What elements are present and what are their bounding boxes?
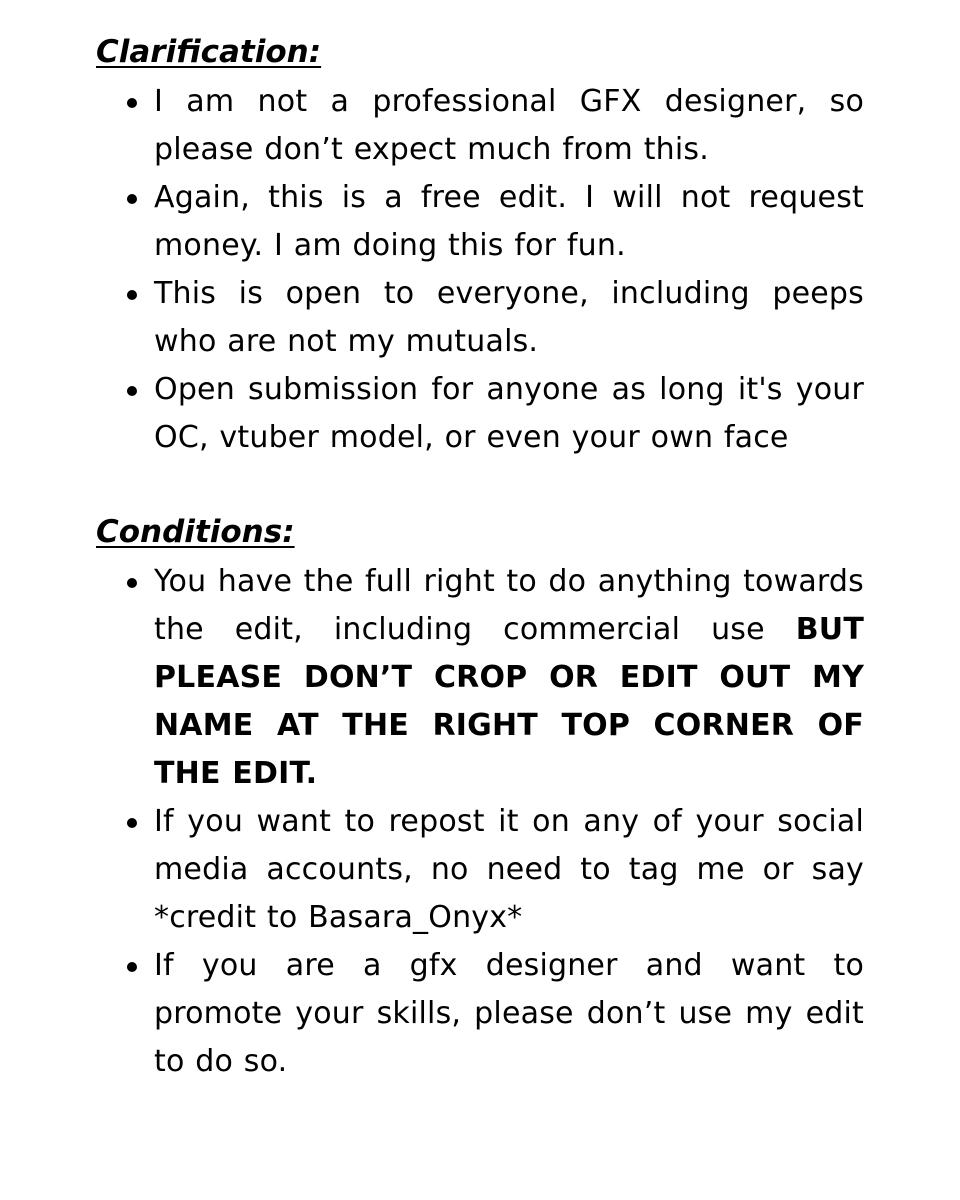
bullet-icon xyxy=(127,98,137,108)
condition-item-text: If you want to repost it on any of your social media accounts, no need to tag me or say *credit to Basara_Onyx* xyxy=(154,804,864,935)
bullet-icon xyxy=(127,578,137,588)
clarification-item-text: I am not a professional GFX designer, so please don’t expect much from this. xyxy=(154,84,864,167)
clarification-item xyxy=(96,174,864,270)
conditions-heading: Conditions: xyxy=(96,514,295,550)
conditions-list xyxy=(96,558,864,1086)
condition-item-text: You have the full right to do anything towards the edit, including commercial use xyxy=(154,564,864,647)
condition-item-emphasis: BUT PLEASE DON’T CROP OR EDIT OUT MY NAME AT THE RIGHT TOP CORNER OF THE EDIT. xyxy=(154,612,864,791)
condition-item-text: If you are a gfx designer and want to promote your skills, please don’t use my edit to do so. xyxy=(154,948,864,1079)
condition-item xyxy=(96,558,864,798)
bullet-icon xyxy=(127,290,137,300)
document-page xyxy=(96,30,864,1086)
condition-item xyxy=(96,942,864,1086)
clarification-item-text: This is open to everyone, including peeps who are not my mutuals. xyxy=(154,276,864,359)
bullet-icon xyxy=(127,194,137,204)
bullet-icon xyxy=(127,962,137,972)
condition-item xyxy=(96,798,864,942)
clarification-item-text: Again, this is a free edit. I will not request money. I am doing this for fun. xyxy=(154,180,864,263)
clarification-heading: Clarification: xyxy=(96,34,322,70)
section-spacer xyxy=(96,462,864,510)
clarification-item xyxy=(96,270,864,366)
clarification-item-text: Open submission for anyone as long it's your OC, vtuber model, or even your own face xyxy=(154,372,864,455)
clarification-item xyxy=(96,78,864,174)
clarification-list xyxy=(96,78,864,462)
bullet-icon xyxy=(127,386,137,396)
clarification-section xyxy=(96,30,864,462)
clarification-item xyxy=(96,366,864,462)
bullet-icon xyxy=(127,818,137,828)
conditions-section xyxy=(96,510,864,1086)
